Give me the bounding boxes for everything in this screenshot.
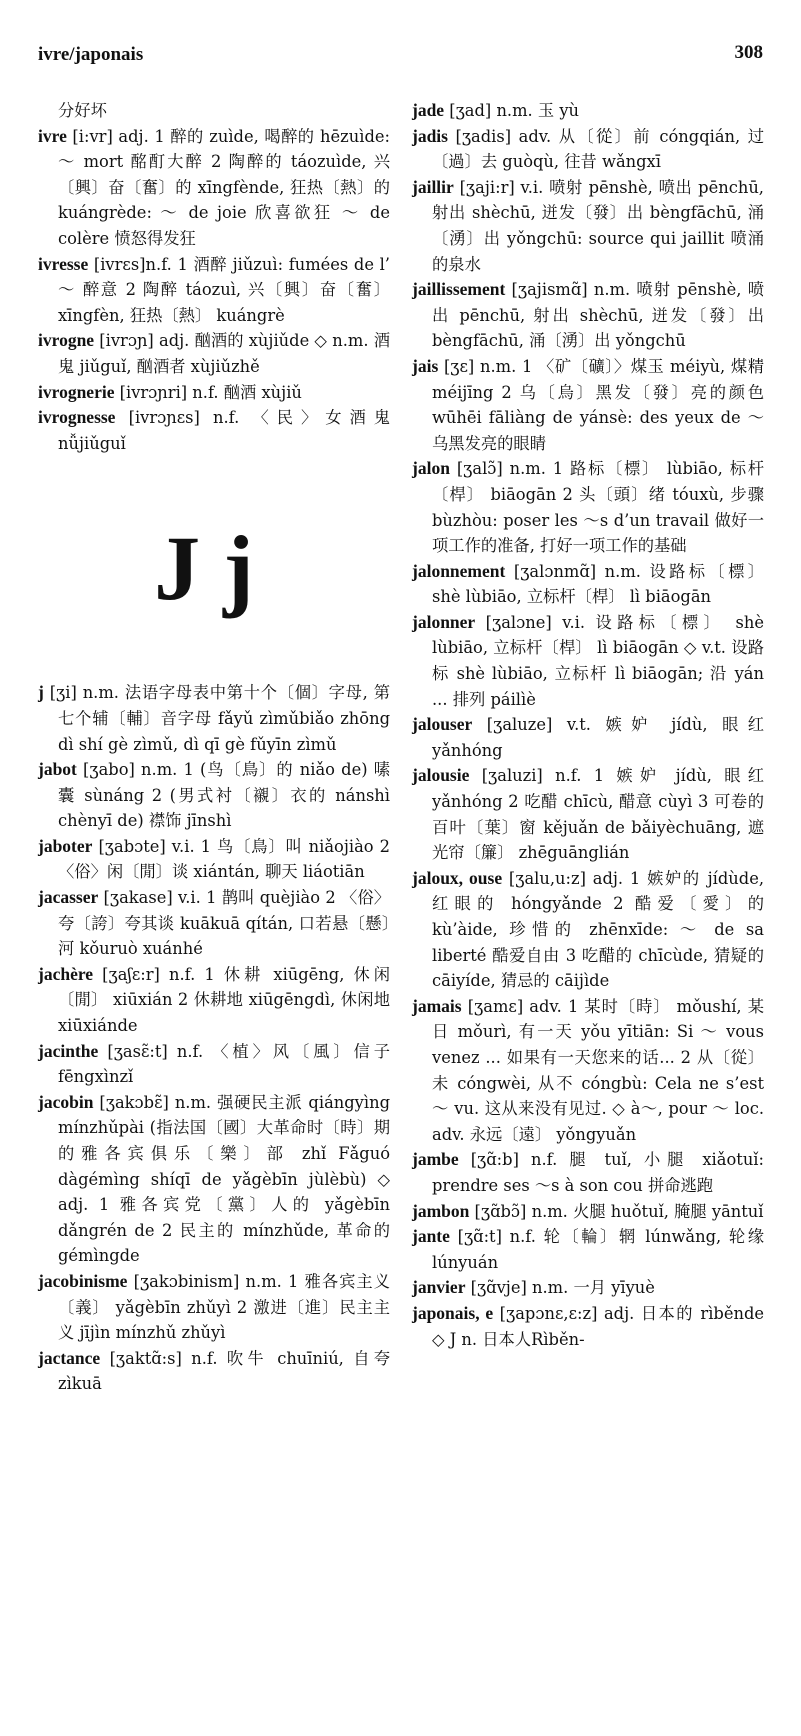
entry-headword: jamais bbox=[412, 995, 462, 1016]
entry-definition: [ʒalu,u:z] adj. 1 嫉妒的 jídùde, 红眼的 hóngyǎnde 2 酷爱〔愛〕的 kù’àide, 珍惜的 zhēnxīde: ～ de sa liberté 酷爱自由 3 吃醋的 chīcùde, 猜疑的 cāiyíde, 猜忌的 cāijìde bbox=[432, 868, 764, 991]
entry-definition: [ivrɛs]n.f. 1 酒醉 jiǔzuì: fumées de l’ ～ 醉意 2 陶醉 táozuì, 兴〔興〕奋〔奮〕 xīngfèn, 狂热〔熱〕 kuángrè bbox=[58, 254, 390, 325]
entry-headword: j bbox=[38, 682, 44, 703]
entry-headword: ivrogne bbox=[38, 330, 95, 351]
dictionary-entry bbox=[412, 1199, 764, 1225]
dictionary-entry bbox=[38, 680, 390, 757]
right-column bbox=[412, 98, 764, 1352]
dictionary-entry bbox=[412, 712, 764, 763]
dictionary-entry bbox=[38, 885, 390, 962]
entry-definition: [i:vr] adj. 1 醉的 zuìde, 喝醉的 hēzuìde: ～ mort 酩酊大醉 2 陶醉的 táozuìde, 兴〔興〕奋〔奮〕的 xīngfènde, 狂热〔熱〕的 kuángrède: ～ de joie 欣喜欲狂 ～ de colère 愤怒得发狂 bbox=[58, 126, 390, 248]
guide-words: ivre/japonais bbox=[38, 44, 144, 65]
section-letter: J j bbox=[154, 516, 254, 619]
entry-definition: [ivrɔɲɛs] n.f. 〈民〉女酒鬼 nǚjiǔguǐ bbox=[58, 408, 390, 453]
dictionary-entry bbox=[38, 962, 390, 1039]
entry-headword: jambe bbox=[412, 1149, 459, 1170]
entry-headword: ivrognesse bbox=[38, 407, 116, 428]
dictionary-entry bbox=[38, 757, 390, 834]
entry-definition: [ʒakase] v.i. 1 鹊叫 quèjiào 2 〈俗〉夸〔誇〕夸其谈 kuākuā qítán, 口若悬〔懸〕河 kǒuruò xuánhé bbox=[58, 888, 390, 959]
entry-headword: jalouser bbox=[412, 714, 473, 735]
dictionary-entry bbox=[38, 1039, 390, 1090]
entry-headword: jachère bbox=[38, 963, 94, 984]
entry-headword: jactance bbox=[38, 1347, 101, 1368]
entry-headword: jaboter bbox=[38, 835, 93, 856]
entry-definition: [ʒakɔbɛ̃] n.m. 强硬民主派 qiángyìng mínzhǔpài (指法国〔國〕大革命时〔時〕期的雅各宾俱乐〔樂〕部 zhǐ Fǎguó dàgémìng shíqī de yǎgèbīn jùlèbù) ◇ adj. 1 雅各宾党〔黨〕人的 yǎgèbīn dǎngrén de 2 民主的 mínzhǔde, 革命的 gémìngde bbox=[58, 1092, 390, 1266]
dictionary-entry bbox=[412, 1224, 764, 1275]
entry-definition: [ʒɑ̃bɔ̃] n.m. 火腿 huǒtuǐ, 腌腿 yāntuǐ bbox=[469, 1201, 764, 1221]
entry-headword: jacinthe bbox=[38, 1040, 99, 1061]
dictionary-entry bbox=[38, 328, 390, 379]
dictionary-entry bbox=[412, 456, 764, 558]
entry-definition: [ivrɔɲ] adj. 酗酒的 xùjiǔde ◇ n.m. 酒鬼 jiǔguǐ, 酗酒者 xùjiǔzhě bbox=[58, 331, 390, 376]
dictionary-entry bbox=[412, 124, 764, 175]
entries-before bbox=[38, 124, 390, 457]
dictionary-entry bbox=[412, 354, 764, 456]
entry-headword: jacobin bbox=[38, 1091, 94, 1112]
entry-definition: [ʒajismɑ̃] n.m. 喷射 pēnshè, 喷出 pēnchū, 射出 shèchū, 迸发〔發〕出 bèngfāchū, 涌〔湧〕出 yǒngchū bbox=[432, 280, 764, 351]
entry-headword: jalousie bbox=[412, 765, 470, 786]
continuation-text: 分好坏 bbox=[58, 101, 107, 120]
entry-definition: [ivrɔɲri] n.f. 酗酒 xùjiǔ bbox=[114, 382, 302, 402]
dictionary-entry bbox=[412, 277, 764, 354]
entry-definition: [ʒaktɑ̃:s] n.f. 吹牛 chuīniú, 自夸 zìkuā bbox=[58, 1348, 390, 1394]
dictionary-entry bbox=[38, 380, 390, 406]
dictionary-entry bbox=[38, 834, 390, 885]
dictionary-entry bbox=[412, 610, 764, 712]
entry-definition: [ʒamɛ] adv. 1 某时〔時〕 mǒushí, 某日 mǒurì, 有一天 yǒu yītiān: Si ～ vous venez ... 如果有一天您来的话... 2 从〔從〕未 cóngwèi, 从不 cóngbù: Cela ne s’est ～ vu. 这从来没有见过. ◇ à～, pour ～ loc. adv. 永远〔遠〕 yǒngyuǎn bbox=[432, 996, 764, 1144]
entry-headword: jacobinisme bbox=[38, 1270, 128, 1291]
dictionary-entry bbox=[412, 175, 764, 277]
entry-headword: ivresse bbox=[38, 253, 89, 274]
entry-definition: [ʒad] n.m. 玉 yù bbox=[444, 101, 580, 120]
entry-headword: jalonnement bbox=[412, 560, 506, 581]
dictionary-entry bbox=[38, 1269, 390, 1346]
entry-definition: [ʒasɛ̃:t] n.f. 〈植〉风〔風〕信子 fēngxìnzǐ bbox=[58, 1041, 390, 1087]
entry-definition: [ʒadis] adv. 从〔從〕前 cóngqián, 过〔過〕去 guòqù, 往昔 wǎngxī bbox=[432, 126, 764, 172]
dictionary-entry bbox=[412, 559, 764, 610]
entry-definition: [ʒakɔbinism] n.m. 1 雅各宾主义〔義〕 yǎgèbīn zhǔyì 2 激进〔進〕民主主义 jījìn mínzhǔ zhǔyì bbox=[58, 1271, 390, 1343]
entry-definition: [ʒabo] n.m. 1 (鸟〔鳥〕的 niǎo de) 嗉囊 sùnáng 2 (男式衬〔襯〕衣的 nánshì chènyī de) 襟饰 jīnshì bbox=[58, 760, 390, 831]
entry-definition: [ʒalɔ̃] n.m. 1 路标〔標〕 lùbiāo, 标杆〔桿〕 biāogān 2 头〔頭〕绪 tóuxù, 步骤 bùzhòu: poser les ～s d’un travail 做好一项工作的准备, 打好一项工作的基础 bbox=[432, 459, 764, 556]
dictionary-entry bbox=[412, 1147, 764, 1198]
left-column bbox=[38, 98, 390, 1397]
entry-definition: [ʒaluze] v.t. 嫉妒 jídù, 眼红 yǎnhóng bbox=[432, 715, 764, 760]
entry-headword: jaloux, ouse bbox=[412, 867, 503, 888]
dictionary-entry bbox=[412, 866, 764, 994]
entry-headword: jalonner bbox=[412, 611, 476, 632]
dictionary-entry bbox=[412, 763, 764, 865]
entries-after bbox=[38, 680, 390, 1397]
entry-headword: jante bbox=[412, 1226, 450, 1247]
entry-definition: [ʒaʃɛ:r] n.f. 1 休耕 xiūgēng, 休闲〔閒〕 xiūxián 2 休耕地 xiūgēngdì, 休闲地 xiūxiándе bbox=[58, 964, 390, 1036]
entry-headword: jacasser bbox=[38, 887, 99, 908]
entry-headword: jaillir bbox=[412, 176, 454, 197]
entry-headword: jalon bbox=[412, 458, 450, 479]
entry-definition: [ʒɑ̃vje] n.m. 一月 yīyuè bbox=[465, 1278, 655, 1298]
entries-right bbox=[412, 98, 764, 1352]
entry-definition: [ʒaji:r] v.i. 喷射 pēnshè, 喷出 pēnchū, 射出 shèchū, 迸发〔發〕出 bèngfāchū, 涌〔湧〕出 yǒngchū: source qui jaillit 喷涌的泉水 bbox=[432, 177, 764, 274]
entry-headword: jaillissement bbox=[412, 279, 506, 300]
entry-headword: ivre bbox=[38, 125, 67, 146]
entry-definition: [ʒaluzi] n.f. 1 嫉妒 jídù, 眼红 yǎnhóng 2 吃醋 chīcù, 醋意 cùyì 3 可卷的百叶〔葉〕窗 kějuǎn de bǎiyèchuāng, 遮光帘〔簾〕 zhēguānglián bbox=[432, 766, 764, 863]
dictionary-entry bbox=[38, 405, 390, 456]
dictionary-entry bbox=[38, 252, 390, 329]
entry-definition: [ʒɛ] n.m. 1 〈矿〔礦〕〉煤玉 méiyù, 煤精 méijīng 2 乌〔烏〕黑发〔發〕亮的颜色 wūhēi fāliàng de yánsè: des yeux de ～ 乌黑发亮的眼睛 bbox=[432, 356, 764, 453]
dictionary-entry bbox=[412, 1301, 764, 1352]
entry-headword: janvier bbox=[412, 1277, 466, 1298]
entry-definition: [ʒapɔnɛ,ɛ:z] adj. 日本的 rìběnde ◇ J n. 日本人Rìběn- bbox=[432, 1303, 765, 1349]
entry-definition: [ʒalɔne] v.i. 设路标〔標〕 shè lùbiāo, 立标杆〔桿〕 lì biāogān ◇ v.t. 设路标 shè lùbiāo, 立标杆 lì biāogān; 沿 yán ... 排列 páilìè bbox=[432, 612, 764, 709]
entry-definition: [ʒi] n.m. 法语字母表中第十个〔個〕字母, 第七个辅〔輔〕音字母 fǎyǔ zìmǔbiǎo zhōng dì shí gè zìmǔ, dì qī gè fǔyīn zìmǔ bbox=[43, 683, 390, 754]
dictionary-entry bbox=[38, 1346, 390, 1397]
dictionary-entry bbox=[412, 1275, 764, 1301]
page-number: 308 bbox=[734, 42, 763, 63]
entry-definition: [ʒɑ̃:b] n.f. 腿 tuǐ, 小腿 xiǎotuǐ: prendre ses ～s à son cou 拼命逃跑 bbox=[432, 1150, 764, 1195]
entry-definition: [ʒɑ̃:t] n.f. 轮〔輪〕辋 lúnwǎng, 轮缘 lúnyuán bbox=[432, 1227, 764, 1272]
entry-definition: [ʒabɔte] v.i. 1 鸟〔鳥〕叫 niǎojiào 2 〈俗〉闲〔閒〕谈 xiántán, 聊天 liáotiān bbox=[58, 836, 390, 882]
entry-headword: jambon bbox=[412, 1200, 470, 1221]
dictionary-entry bbox=[38, 1090, 390, 1269]
entry-headword: jais bbox=[412, 355, 439, 376]
entry-headword: japonais, e bbox=[412, 1302, 494, 1323]
dictionary-entry bbox=[412, 98, 764, 124]
entry-headword: jade bbox=[412, 100, 445, 120]
dictionary-entry bbox=[38, 124, 390, 252]
entry-headword: jabot bbox=[38, 759, 77, 780]
entry-definition: [ʒalɔnmɑ̃] n.m. 设路标〔標〕 shè lùbiāo, 立标杆〔桿〕 lì biāogān bbox=[432, 561, 764, 607]
dictionary-entry bbox=[412, 994, 764, 1148]
entry-headword: jadis bbox=[412, 125, 448, 146]
entry-headword: ivrognerie bbox=[38, 381, 115, 402]
